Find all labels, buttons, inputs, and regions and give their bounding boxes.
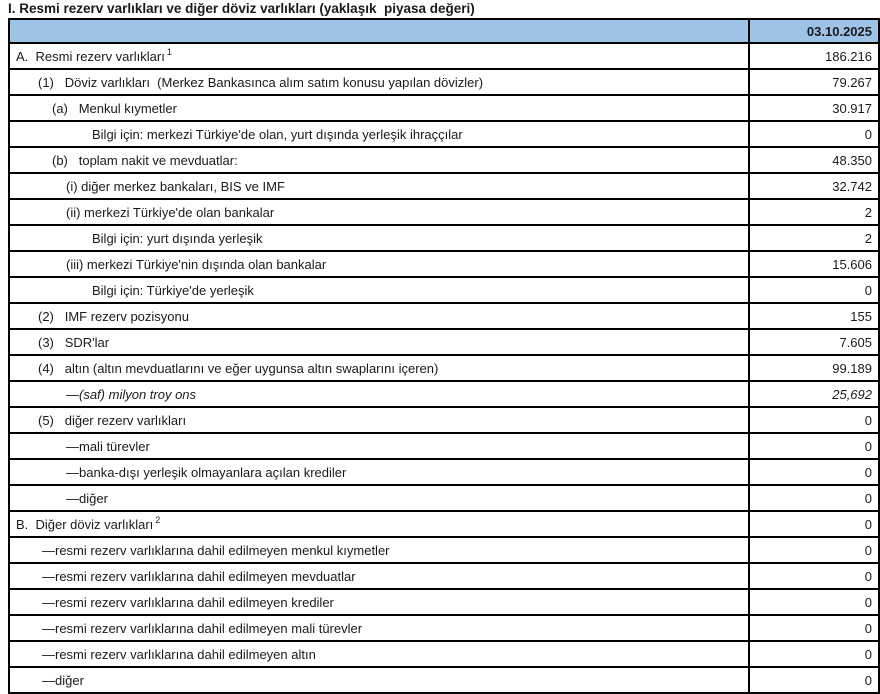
table-row: [9, 407, 879, 433]
row-label: (a) Menkul kıymetler: [9, 95, 749, 121]
table-row: [9, 589, 879, 615]
row-label: (2) IMF rezerv pozisyonu: [9, 303, 749, 329]
table-row: [9, 485, 879, 511]
row-value: 0: [749, 563, 879, 589]
row-label: (i) diğer merkez bankaları, BIS ve IMF: [9, 173, 749, 199]
table-row: [9, 95, 879, 121]
row-value: 0: [749, 511, 879, 537]
table-row: [9, 433, 879, 459]
row-label: Bilgi için: yurt dışında yerleşik: [9, 225, 749, 251]
row-label: Bilgi için: Türkiye'de yerleşik: [9, 277, 749, 303]
row-value: 0: [749, 641, 879, 667]
row-label: —mali türevler: [9, 433, 749, 459]
header-empty-cell: [9, 19, 749, 43]
table-row: [9, 43, 879, 69]
table-row: [9, 199, 879, 225]
table-row: [9, 511, 879, 537]
table-row: [9, 225, 879, 251]
row-value: 0: [749, 433, 879, 459]
row-value: 32.742: [749, 173, 879, 199]
row-value: 30.917: [749, 95, 879, 121]
header-date-cell: 03.10.2025: [749, 19, 879, 43]
row-value: 0: [749, 667, 879, 693]
reserve-table-body: [9, 43, 879, 693]
table-row: [9, 251, 879, 277]
table-row: [9, 303, 879, 329]
row-label: —resmi rezerv varlıklarına dahil edilmeyen mevduatlar: [9, 563, 749, 589]
row-value: 0: [749, 615, 879, 641]
row-label: (3) SDR'lar: [9, 329, 749, 355]
row-label: —(saf) milyon troy ons: [9, 381, 749, 407]
row-value: 79.267: [749, 69, 879, 95]
table-row: [9, 537, 879, 563]
row-value: 15.606: [749, 251, 879, 277]
table-row: [9, 121, 879, 147]
row-label: —resmi rezerv varlıklarına dahil edilmeyen krediler: [9, 589, 749, 615]
table-row: [9, 563, 879, 589]
row-label: —diğer: [9, 485, 749, 511]
row-label: (4) altın (altın mevduatlarını ve eğer uygunsa altın swaplarını içeren): [9, 355, 749, 381]
page-title: I. Resmi rezerv varlıkları ve diğer döviz varlıkları (yaklaşık piyasa değeri): [8, 1, 475, 16]
row-value: 2: [749, 199, 879, 225]
reserve-table: [8, 18, 880, 694]
footnote-ref: 1: [166, 47, 172, 58]
row-label: B. Diğer döviz varlıkları $^2$: [9, 511, 749, 537]
row-value: 2: [749, 225, 879, 251]
row-value: 99.189: [749, 355, 879, 381]
row-value: 0: [749, 459, 879, 485]
table-row: [9, 641, 879, 667]
row-label: (b) toplam nakit ve mevduatlar:: [9, 147, 749, 173]
row-label: —resmi rezerv varlıklarına dahil edilmeyen menkul kıymetler: [9, 537, 749, 563]
row-value: 48.350: [749, 147, 879, 173]
row-value: 0: [749, 589, 879, 615]
row-value: 155: [749, 303, 879, 329]
row-value: 186.216: [749, 43, 879, 69]
row-label: —resmi rezerv varlıklarına dahil edilmeyen mali türevler: [9, 615, 749, 641]
row-value: 25,692: [749, 381, 879, 407]
row-label: Bilgi için: merkezi Türkiye'de olan, yurt dışında yerleşik ihraççılar: [9, 121, 749, 147]
row-label: —banka-dışı yerleşik olmayanlara açılan krediler: [9, 459, 749, 485]
row-label: —diğer: [9, 667, 749, 693]
table-row: [9, 667, 879, 693]
row-label: (5) diğer rezerv varlıkları: [9, 407, 749, 433]
row-label: —resmi rezerv varlıklarına dahil edilmeyen altın: [9, 641, 749, 667]
table-row: [9, 615, 879, 641]
row-label: (1) Döviz varlıkları (Merkez Bankasınca alım satım konusu yapılan dövizler): [9, 69, 749, 95]
footnote-ref: 2: [155, 515, 161, 526]
table-row: [9, 277, 879, 303]
table-row: [9, 69, 879, 95]
row-value: 0: [749, 121, 879, 147]
row-label: (ii) merkezi Türkiye'de olan bankalar: [9, 199, 749, 225]
table-row: [9, 147, 879, 173]
table-row: [9, 355, 879, 381]
table-row: [9, 459, 879, 485]
row-value: 0: [749, 485, 879, 511]
table-row: [9, 173, 879, 199]
table-row: [9, 381, 879, 407]
row-value: 0: [749, 277, 879, 303]
row-value: 7.605: [749, 329, 879, 355]
row-label: (iii) merkezi Türkiye'nin dışında olan bankalar: [9, 251, 749, 277]
table-row: [9, 329, 879, 355]
row-value: 0: [749, 537, 879, 563]
row-value: 0: [749, 407, 879, 433]
row-label: A. Resmi rezerv varlıkları $^1$: [9, 43, 749, 69]
table-header-row: [9, 19, 879, 43]
